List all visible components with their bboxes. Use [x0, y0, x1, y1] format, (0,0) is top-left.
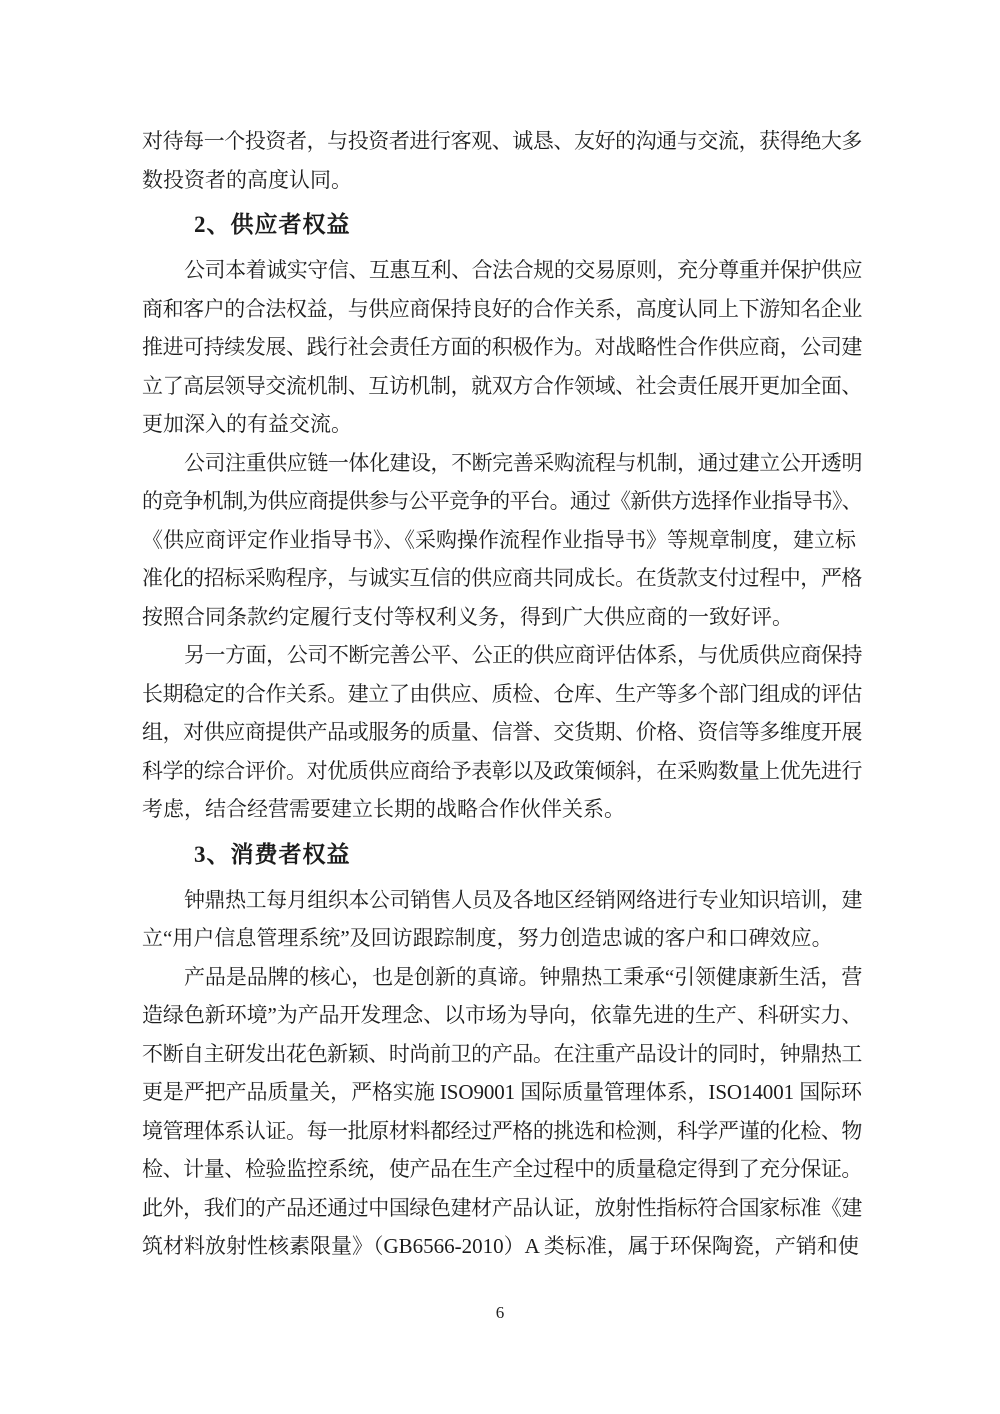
text-line: 长期稳定的合作关系。建立了由供应、质检、仓库、生产等多个部门组成的评估 — [142, 681, 862, 706]
section-heading: 2、供应者权益 — [194, 212, 351, 237]
page-number: 6 — [495, 1303, 505, 1322]
text-line: 《供应商评定作业指导书》、《采购操作流程作业指导书》等规章制度，建立标 — [142, 527, 856, 552]
text-line: 公司本着诚实守信、互惠互利、合法合规的交易原则，充分尊重并保护供应 — [184, 258, 862, 282]
paragraph — [142, 251, 862, 444]
paragraph — [142, 122, 862, 199]
text-line: 产品是品牌的核心，也是创新的真谛。钟鼎热工秉承“引领健康新生活，营 — [184, 964, 863, 989]
text-line: 此外，我们的产品还通过中国绿色建材产品认证，放射性指标符合国家标准《建 — [142, 1195, 862, 1220]
text-line: 准化的招标采购程序，与诚实互信的供应商共同成长。在货款支付过程中，严格 — [142, 566, 862, 590]
text-line: 的竞争机制,为供应商提供参与公平竞争的平台。通过《新供方选择作业指导书》、 — [142, 489, 862, 513]
text-line: 不断自主研发出花色新颖、时尚前卫的产品。在注重产品设计的同时，钟鼎热工 — [142, 1041, 862, 1066]
text-line: 另一方面，公司不断完善公平、公正的供应商评估体系，与优质供应商保持 — [184, 643, 862, 667]
text-line: 筑材料放射性核素限量》（GB6566-2010）A 类标准，属于环保陶瓷，产销和使 — [142, 1234, 859, 1258]
section-heading: 3、消费者权益 — [194, 841, 351, 867]
text-line: 考虑，结合经营需要建立长期的战略合作伙伴关系。 — [142, 797, 625, 821]
text-line: 造绿色新环境”为产品开发理念、以市场为导向，依靠先进的生产、科研实力、 — [142, 1003, 863, 1027]
text-line: 组，对供应商提供产品或服务的质量、信誉、交货期、价格、资信等多维度开展 — [142, 720, 862, 744]
text-line: 科学的综合评价。对优质供应商给予表彰以及政策倾斜，在采购数量上优先进行 — [142, 758, 862, 783]
text-line: 钟鼎热工每月组织本公司销售人员及各地区经销网络进行专业知识培训，建 — [184, 887, 862, 912]
text-line: 境管理体系认证。每一批原材料都经过严格的挑选和检测，科学严谨的化检、物 — [142, 1118, 862, 1143]
paragraph — [142, 958, 862, 1266]
text-line: 更加深入的有益交流。 — [142, 412, 352, 436]
text-line: 检、计量、检验监控系统，使产品在生产全过程中的质量稳定得到了充分保证。 — [142, 1157, 862, 1181]
document-body — [142, 122, 862, 1266]
paragraph — [142, 444, 862, 637]
text-line: 商和客户的合法权益，与供应商保持良好的合作关系，高度认同上下游知名企业 — [142, 296, 862, 321]
paragraph — [142, 881, 862, 958]
text-line: 推进可持续发展、践行社会责任方面的积极作为。对战略性合作供应商，公司建 — [142, 335, 862, 359]
text-line: 立了高层领导交流机制、互访机制，就双方合作领域、社会责任展开更加全面、 — [142, 373, 862, 398]
paragraph — [142, 636, 862, 829]
text-line: 更是严把产品质量关，严格实施 ISO9001 国际质量管理体系，ISO14001 国际环 — [142, 1080, 862, 1104]
text-line: 立“用户信息管理系统”及回访跟踪制度，努力创造忠诚的客户和口碑效应。 — [142, 926, 833, 950]
text-line: 公司注重供应链一体化建设，不断完善采购流程与机制，通过建立公开透明 — [184, 450, 862, 475]
text-line: 对待每一个投资者，与投资者进行客观、诚恳、友好的沟通与交流，获得绝大多 — [142, 129, 862, 153]
text-line: 数投资者的高度认同。 — [142, 167, 352, 192]
text-line: 按照合同条款约定履行支付等权利义务，得到广大供应商的一致好评。 — [142, 604, 793, 629]
